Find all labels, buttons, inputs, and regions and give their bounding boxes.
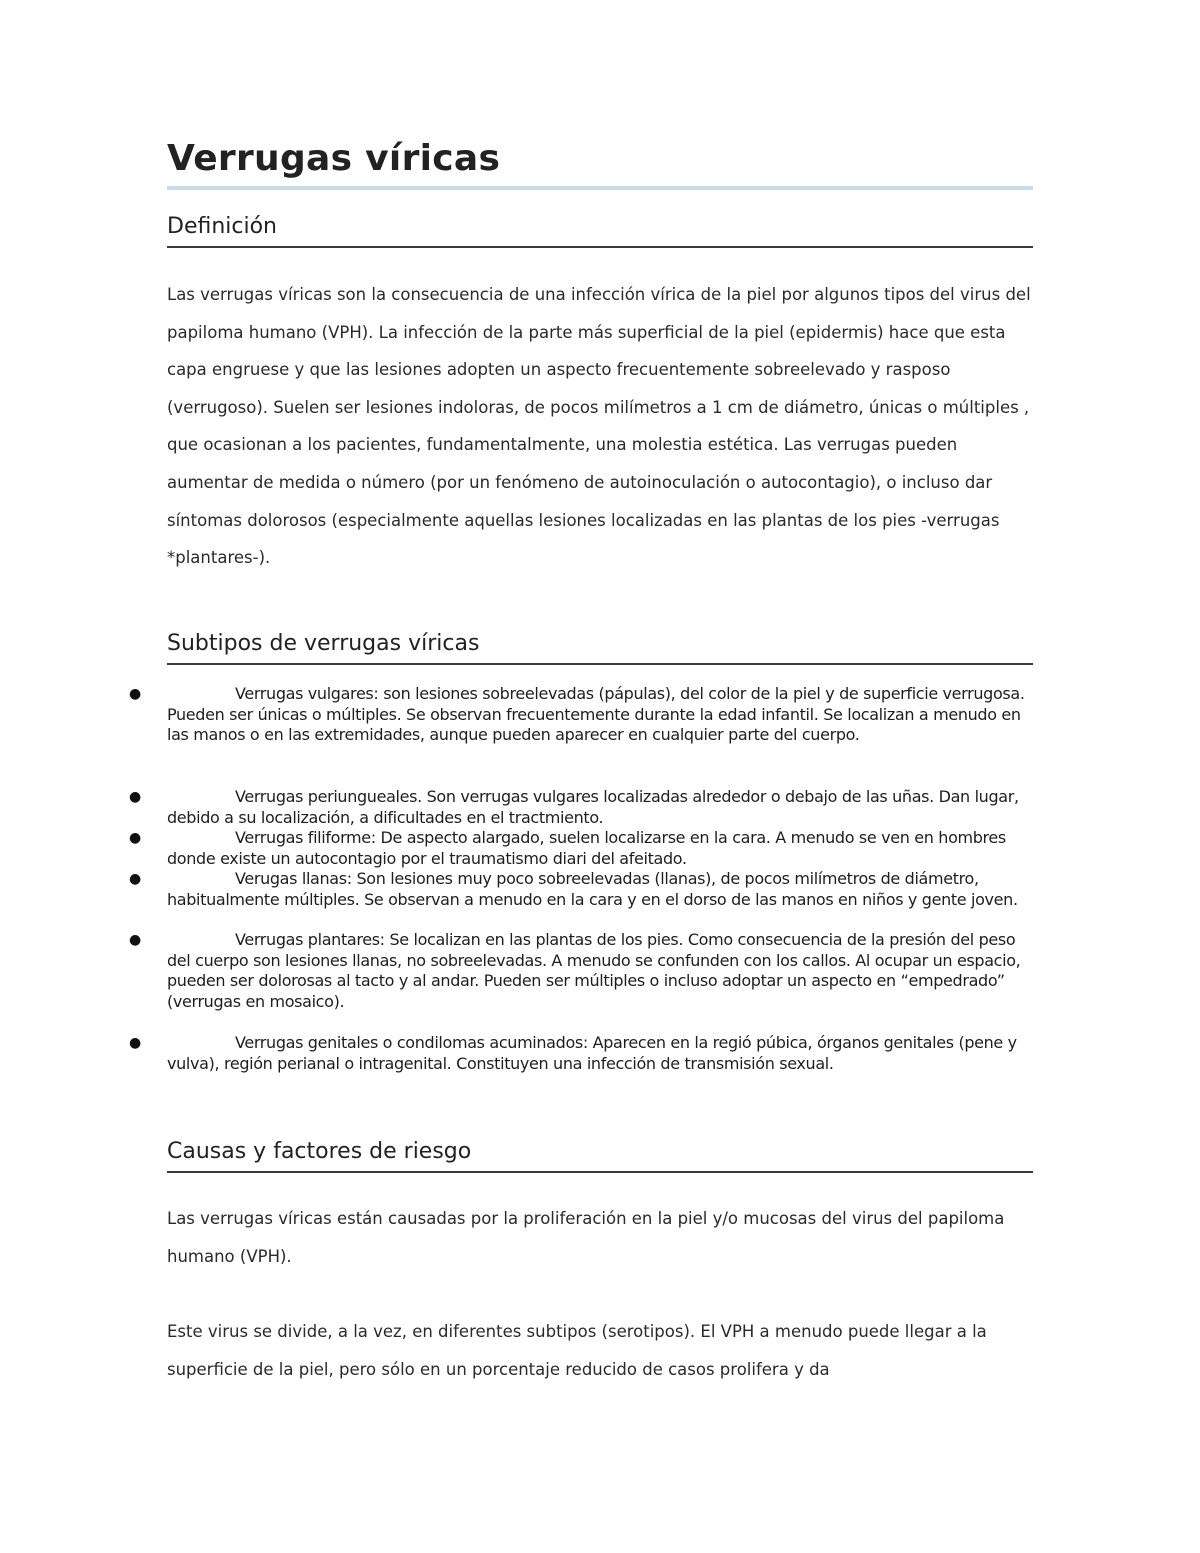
causas-paragraph-1: Las verrugas víricas están causadas por la proliferación en la piel y/o mucosas del virus del papiloma humano (VPH).	[167, 1209, 1005, 1266]
heading-definicion-rule	[167, 246, 1033, 248]
list-item-text: Verrugas filiforme: De aspecto alargado, suelen localizarse en la cara. A menudo se ven en hombres donde existe un autocontagio por el traumatismo diari del afeitado.	[167, 828, 1006, 868]
list-item-text: Verrugas periungueales. Son verrugas vulgares localizadas alrededor o debajo de las uñas. Dan lugar, debido a su localización, a dificultades en el tractmiento.	[167, 787, 1019, 827]
list-item	[129, 828, 1033, 869]
heading-definicion: Definición	[167, 214, 277, 239]
list-item	[129, 869, 1033, 910]
list-item	[129, 930, 1033, 1012]
bullet-icon: ●	[129, 871, 141, 887]
list-item	[129, 787, 1033, 828]
bullet-icon: ●	[129, 686, 141, 702]
heading-subtipos: Subtipos de verrugas víricas	[167, 631, 480, 656]
list-item-text: Verrugas plantares: Se localizan en las plantas de los pies. Como consecuencia de la presión del peso del cuerpo son lesiones llanas, no sobreelevadas. A menudo se confunden con los callos. Al ocupar un espacio, pueden ser dolorosas al tacto y al andar. Pueden ser múltiples o incluso adoptar un aspecto en “empedrado” (verrugas en mosaico).	[167, 930, 1021, 1011]
bullet-icon: ●	[129, 789, 141, 805]
bullet-icon: ●	[129, 1035, 141, 1051]
list-item-text: Verrugas genitales o condilomas acuminados: Aparecen en la regió púbica, órganos genitales (pene y vulva), región perianal o intragenital. Constituyen una infección de transmisión sexual.	[167, 1033, 1017, 1073]
page-title: Verrugas víricas	[167, 138, 501, 179]
definicion-paragraph: Las verrugas víricas son la consecuencia de una infección vírica de la piel por algunos tipos del virus del papiloma humano (VPH). La infección de la parte más superficial de la piel (epidermis) hace que esta capa engruese y que las lesiones adopten un aspecto frecuentemente sobreelevado y rasposo (verrugoso). Suelen ser lesiones indoloras, de pocos milímetros a 1 cm de diámetro, únicas o múltiples , que ocasionan a los pacientes, fundamentalmente, una molestia estética. Las verrugas pueden aumentar de medida o número (por un fenómeno de autoinoculación o autocontagio), o incluso dar síntomas dolorosos (especialmente aquellas lesiones localizadas en las plantas de los pies -verrugas *plantares-).	[167, 285, 1031, 568]
title-underline	[167, 186, 1033, 190]
heading-subtipos-rule	[167, 663, 1033, 665]
list-item-text: Verugas llanas: Son lesiones muy poco sobreelevadas (llanas), de pocos milímetros de diámetro, habitualmente múltiples. Se observan a menudo en la cara y en el dorso de las manos en niños y gente joven.	[167, 869, 1018, 909]
list-item-text: Verrugas vulgares: son lesiones sobreelevadas (pápulas), del color de la piel y de superficie verrugosa. Pueden ser únicas o múltiples. Se observan frecuentemente durante la edad infantil. Se localizan a menudo en las manos o en las extremidades, aunque pueden aparecer en cualquier parte del cuerpo.	[167, 684, 1025, 744]
heading-causas: Causas y factores de riesgo	[167, 1139, 472, 1164]
list-item	[129, 684, 1033, 746]
heading-causas-rule	[167, 1171, 1033, 1173]
bullet-icon: ●	[129, 932, 141, 948]
bullet-icon: ●	[129, 830, 141, 846]
list-item	[129, 1033, 1033, 1074]
causas-paragraph-2: Este virus se divide, a la vez, en diferentes subtipos (serotipos). El VPH a menudo puede llegar a la superficie de la piel, pero sólo en un porcentaje reducido de casos prolifera y da	[167, 1322, 987, 1379]
